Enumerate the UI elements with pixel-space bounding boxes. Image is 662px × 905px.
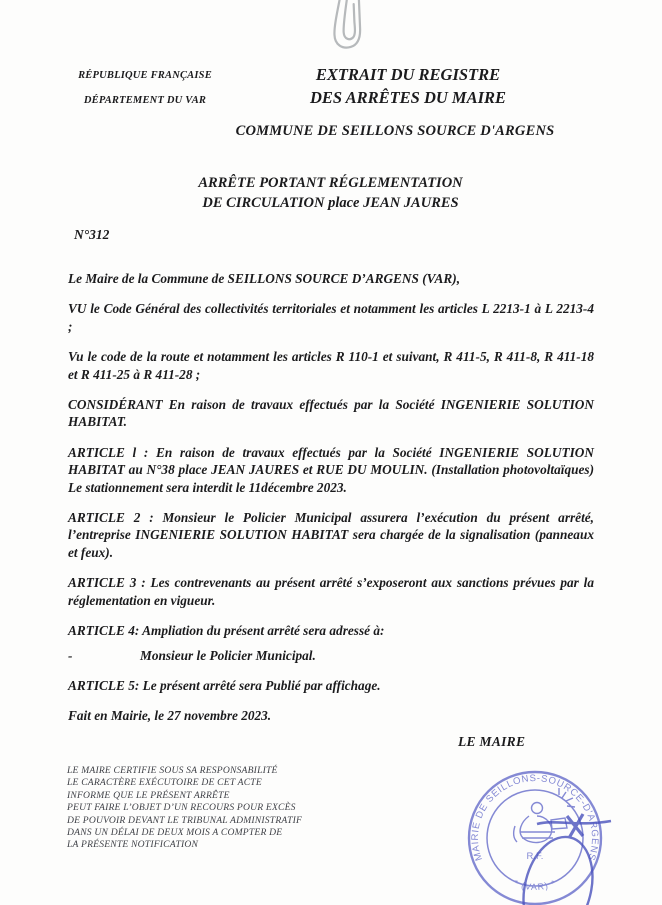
paragraph-article-1: ARTICLE l : En raison de travaux effectués par la Société INGENIERIE SOLUTION HABITAT au N°38 place JEAN JAURES et RUE DU MOULIN. (Installation photovoltaïques) Le stationnement sera interdit le 11décembre 2023.: [68, 444, 594, 495]
departement-text: DÉPARTEMENT DU VAR: [83, 95, 207, 106]
stamp-arc-text: MAIRIE DE SEILLONS-SOURCE-D'ARGENS: [469, 772, 601, 863]
commune-title: COMMUNE DE SEILLONS SOURCE D'ARGENS: [235, 123, 555, 139]
stamp-rf-text: R.F.: [526, 851, 544, 862]
marianne-figure: [514, 788, 575, 843]
stamp-group: [469, 772, 601, 904]
header-left: [60, 70, 230, 106]
certification-line: DE POUVOIR DEVANT LE TRIBUNAL ADMINISTRATIF: [67, 814, 303, 826]
certification-line: LE CARACTÈRE EXÉCUTOIRE DE CET ACTE: [67, 777, 262, 789]
certification-line: LA PRÉSENTE NOTIFICATION: [67, 839, 199, 851]
article4-list-item: [68, 647, 594, 664]
registry-title: [288, 63, 528, 109]
decree-title-line1: ARRÊTE PORTANT RÉGLEMENTATION: [198, 175, 463, 191]
decree-title-line2: DE CIRCULATION place JEAN JAURES: [202, 194, 459, 211]
certification-line: DANS UN DÉLAI DE DEUX MOIS A COMPTER DE: [67, 827, 283, 839]
paragraph-maire: Le Maire de la Commune de SEILLONS SOURCE D’ARGENS (VAR),: [68, 271, 461, 286]
article4-item-text: Monsieur le Policier Municipal.: [140, 647, 316, 663]
municipal-stamp: [425, 728, 645, 905]
decree-title: [68, 174, 593, 213]
registry-title-line1: EXTRAIT DU REGISTRE: [315, 65, 501, 84]
paragraph-vu-code-general: VU le Code Général des collectivités territoriales et notamment les articles L 2213-1 à L 2213-4 ;: [68, 301, 594, 334]
paragraph-article-3: ARTICLE 3 : Les contrevenants au présent arrêté s’exposeront aux sanctions prévues par la réglementation en vigueur.: [68, 575, 594, 608]
stamp-bottom-text: * (VAR) *: [512, 877, 558, 892]
registry-title-line2: DES ARRÊTES DU MAIRE: [309, 88, 507, 107]
paragraph-article-5: ARTICLE 5: Le présent arrêté sera Publié par affichage.: [68, 677, 381, 693]
certification-line: INFORME QUE LE PRÉSENT ARRÊTE: [67, 789, 230, 801]
decree-number: N°312: [74, 227, 110, 242]
certification-line: PEUT FAIRE L’OBJET D’UN RECOURS POUR EXCÈS: [67, 802, 296, 814]
signature-label: LE MAIRE: [458, 734, 526, 749]
republique-text: RÉPUBLIQUE FRANÇAISE: [78, 70, 212, 81]
article4-bullet: -: [68, 647, 73, 663]
paragraph-article-2: ARTICLE 2 : Monsieur le Policier Municipal assurera l’exécution du présent arrêté, l’entreprise INGENIERIE SOLUTION HABITAT sera chargée de la signalisation (panneaux et feux).: [68, 510, 594, 560]
decree-body: [68, 270, 594, 738]
certification-text: [67, 765, 302, 852]
paragraph-considerant: CONSIDÉRANT En raison de travaux effectués par la Société INGENIERIE SOLUTION HABITAT.: [68, 397, 594, 430]
date-line: Fait en Mairie, le 27 novembre 2023.: [68, 708, 272, 724]
paragraph-vu-code-route: Vu le code de la route et notamment les articles R 110-1 et suivant, R 411-5, R 411-8, R 411-18 et R 411-25 à R 411-28 ;: [68, 349, 594, 382]
certification-line: LE MAIRE CERTIFIE SOUS SA RESPONSABILITÉ: [67, 765, 278, 776]
paperclip-icon: [314, 0, 390, 56]
paragraph-article-4: ARTICLE 4: Ampliation du présent arrêté sera adressé à:: [68, 623, 385, 639]
